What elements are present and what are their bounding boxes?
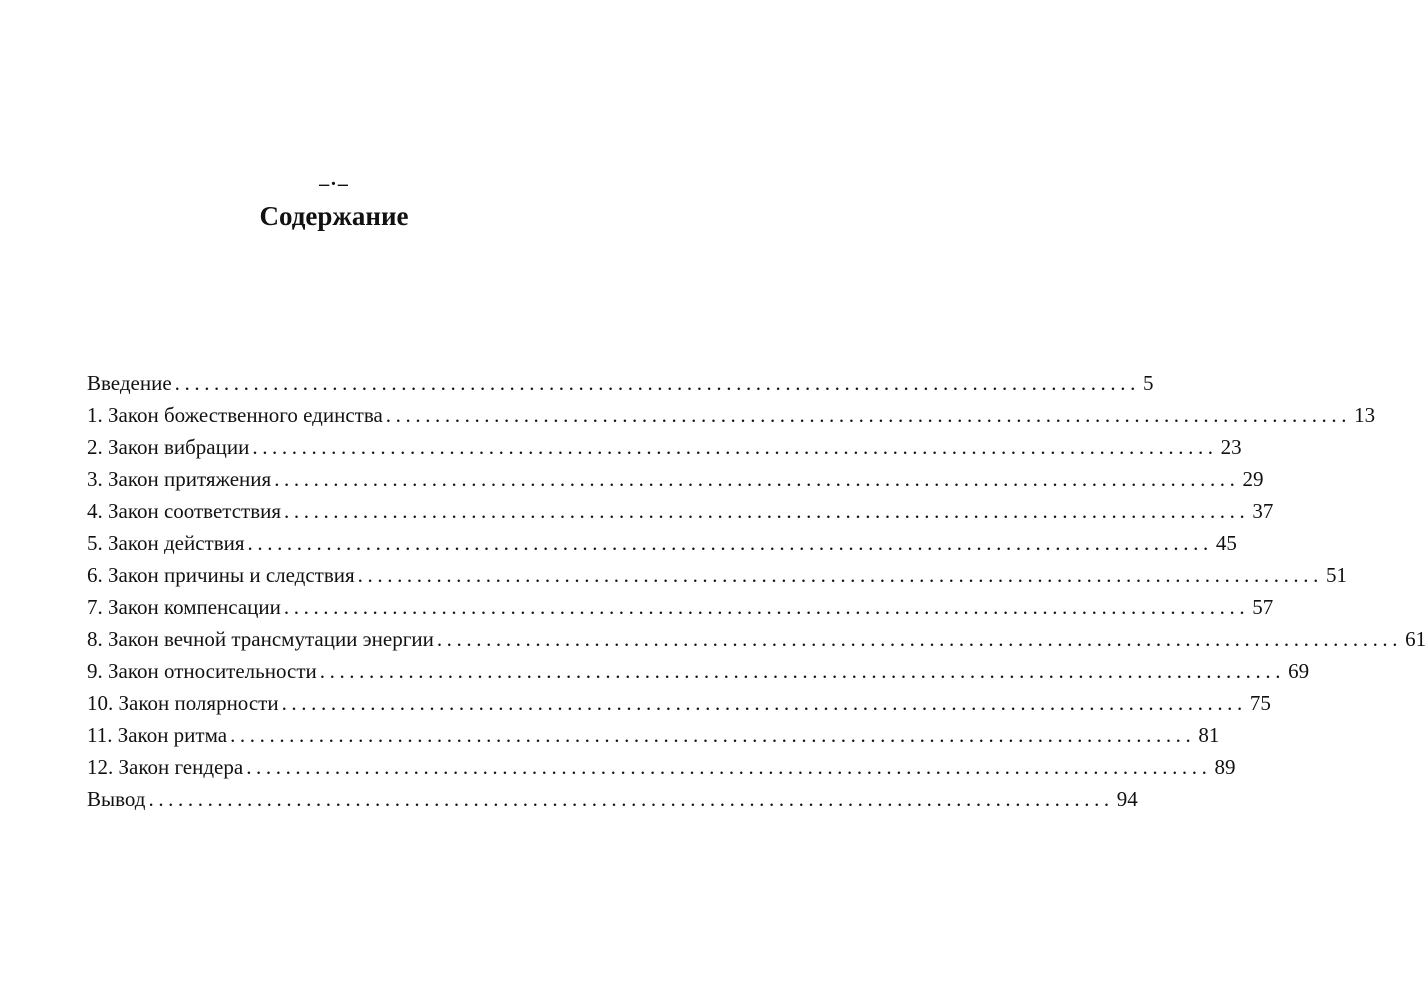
toc-entry-page: 89: [1214, 755, 1236, 779]
toc-entry-label: 11. Закон ритма: [87, 723, 228, 747]
toc-entry-page: 94: [1116, 787, 1138, 811]
toc-entry-page: 69: [1288, 659, 1310, 683]
page-title: Содержание: [259, 201, 409, 231]
toc-entry-3: [87, 463, 1264, 495]
toc-dot-leader: ..................................................................................................: [252, 435, 1218, 459]
toc-entry-page: 81: [1198, 723, 1220, 747]
toc-entry-2: [87, 431, 1242, 463]
toc-entry-page: 23: [1220, 435, 1242, 459]
title-ornament: –·–: [319, 173, 349, 195]
table-of-contents: [87, 367, 1426, 815]
toc-entry-label: 2. Закон вибрации: [87, 435, 250, 459]
toc-dot-leader: ..................................................................................................: [385, 403, 1352, 427]
toc-dot-leader: ..................................................................................................: [283, 595, 1250, 619]
toc-entry-7: [87, 591, 1274, 623]
toc-entry-label: 12. Закон гендера: [87, 755, 244, 779]
toc-entry-introduction: [87, 367, 1154, 399]
toc-entry-page: 5: [1142, 371, 1154, 395]
toc-entry-label: 8. Закон вечной трансмутации энергии: [87, 627, 434, 651]
toc-entry-page: 51: [1325, 563, 1347, 587]
toc-dot-leader: ..................................................................................................: [230, 723, 1196, 747]
toc-dot-leader: ..................................................................................................: [274, 467, 1240, 491]
toc-entry-label: 1. Закон божественного единства: [87, 403, 383, 427]
toc-entry-4: [87, 495, 1274, 527]
toc-entry-label: 9. Закон относительности: [87, 659, 317, 683]
toc-entry-conclusion: [87, 783, 1138, 815]
toc-dot-leader: ..................................................................................................: [357, 563, 1323, 587]
toc-dot-leader: ..................................................................................................: [246, 755, 1212, 779]
toc-entry-9: [87, 655, 1310, 687]
toc-entry-label: 3. Закон притяжения: [87, 467, 272, 491]
toc-entry-page: 75: [1249, 691, 1271, 715]
toc-entry-label: Вывод: [87, 787, 146, 811]
toc-entry-page: 57: [1252, 595, 1274, 619]
toc-entry-label: 7. Закон компенсации: [87, 595, 281, 619]
toc-entry-page: 61: [1405, 627, 1426, 651]
toc-entry-page: 13: [1354, 403, 1376, 427]
toc-entry-12: [87, 751, 1236, 783]
toc-entry-page: 37: [1252, 499, 1274, 523]
toc-dot-leader: ..................................................................................................: [174, 371, 1140, 395]
toc-entry-label: Введение: [87, 371, 172, 395]
toc-dot-leader: ..................................................................................................: [247, 531, 1213, 555]
toc-dot-leader: ..................................................................................................: [319, 659, 1286, 683]
toc-dot-leader: ..................................................................................................: [281, 691, 1247, 715]
toc-entry-5: [87, 527, 1237, 559]
toc-entry-label: 6. Закон причины и следствия: [87, 563, 355, 587]
toc-entry-6: [87, 559, 1347, 591]
toc-dot-leader: ..................................................................................................: [148, 787, 1114, 811]
toc-entry-page: 29: [1242, 467, 1264, 491]
toc-entry-page: 45: [1215, 531, 1237, 555]
toc-dot-leader: ..................................................................................................: [284, 499, 1250, 523]
toc-entry-10: [87, 687, 1271, 719]
toc-entry-label: 4. Закон соответствия: [87, 499, 282, 523]
toc-entry-label: 10. Закон полярности: [87, 691, 279, 715]
toc-dot-leader: ..................................................................................................: [436, 627, 1403, 651]
toc-entry-label: 5. Закон действия: [87, 531, 245, 555]
toc-entry-1: [87, 399, 1376, 431]
toc-entry-11: [87, 719, 1220, 751]
toc-entry-8: [87, 623, 1426, 655]
